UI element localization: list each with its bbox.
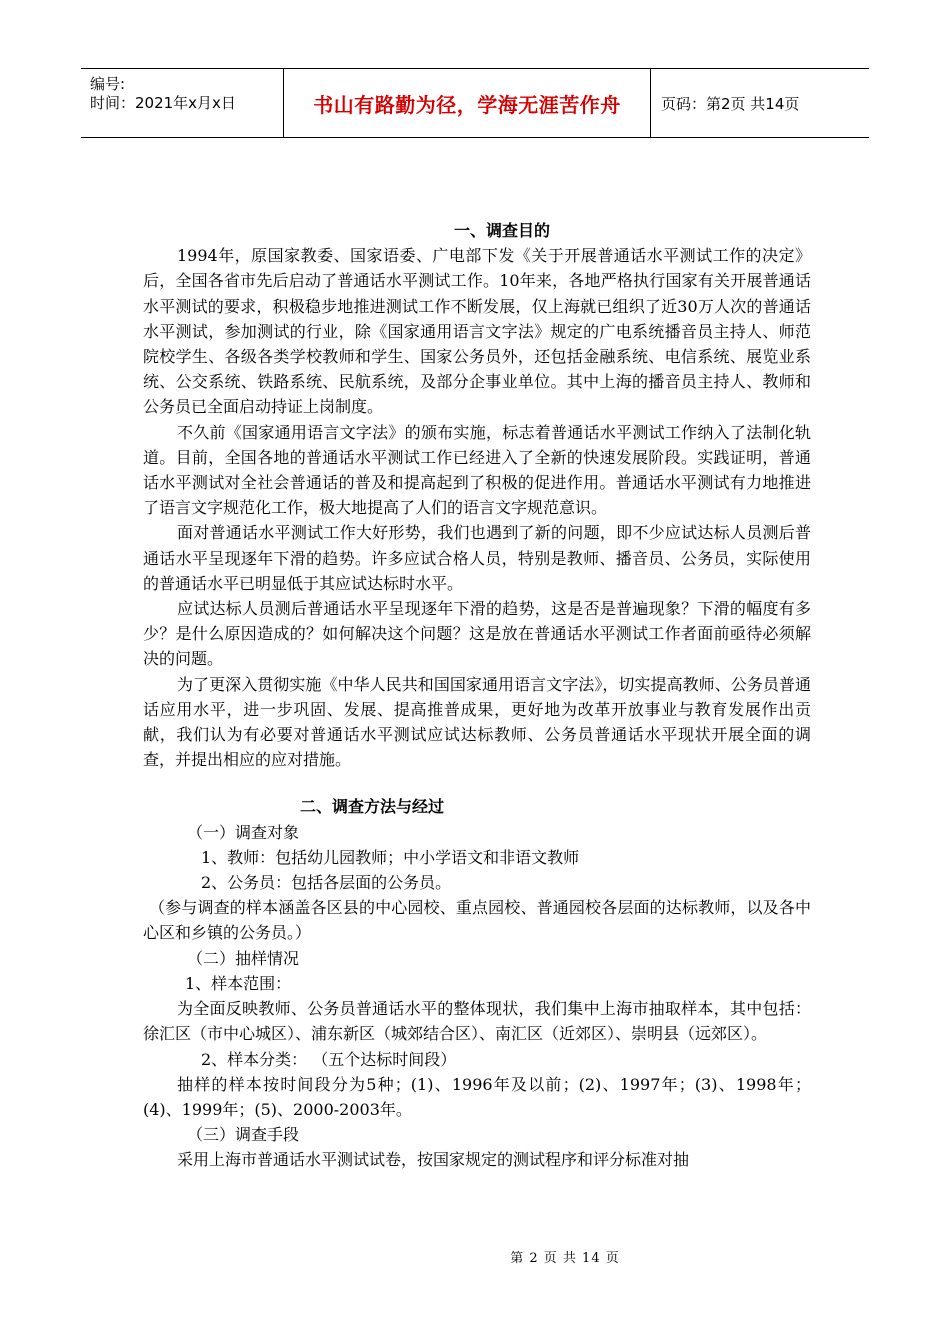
paragraph: 抽样的样本按时间段分为5种；(1)、1996年及以前；(2)、1997年；(3)、1998年；(4)、1999年；(5)、2000-2003年。 — [143, 1074, 811, 1119]
list-item: 2、公务员：包括各层面的公务员。 — [201, 873, 452, 893]
list-item: 1、教师：包括幼儿园教师；中小学语文和非语文教师 — [201, 847, 580, 867]
time-label: 时间：2021年x月x日 — [90, 94, 236, 112]
subsection-title: （三）调查手段 — [187, 1125, 300, 1145]
subsection-title: （二）抽样情况 — [187, 948, 300, 968]
document-header — [81, 68, 869, 138]
subsection-title: （一）调查对象 — [187, 822, 300, 842]
header-meta-cell — [81, 69, 283, 137]
list-item: 1、样本范围： — [185, 973, 292, 993]
header-motto-cell — [283, 69, 651, 137]
paragraph: 为了更深入贯彻实施《中华人民共和国国家通用语言文字法》，切实提高教师、公务员普通话应用水平，进一步巩固、发展、提高推普成果，更好地为改革开放事业与教育发展作出贡献，我们认为有必要对普通话水平测试应试达标教师、公务员普通话水平现状开展全面的调查，并提出相应的应对措施。 — [143, 674, 811, 770]
motto: 书山有路勤为径，学海无涯苦作舟 — [313, 92, 621, 117]
section-2-title: 二、调查方法与经过 — [300, 797, 445, 817]
paragraph: 应试达标人员测后普通话水平呈现逐年下滑的趋势，这是否是普遍现象？下滑的幅度有多少？是什么原因造成的？如何解决这个问题？这是放在普通话水平测试工作者面前亟待必须解决的问题。 — [143, 599, 811, 669]
header-page-cell — [651, 69, 869, 137]
paragraph: 1994年，原国家教委、国家语委、广电部下发《关于开展普通话水平测试工作的决定》后，全国各省市先后启动了普通话水平测试工作。10年来，各地严格执行国家有关开展普通话水平测试的要求，积极稳步地推进测试工作不断发展，仅上海就已组织了近30万人次的普通话水平测试，参加测试的行业，除《国家通用语言文字法》规定的广电系统播音员主持人、师范院校学生、各级各类学校教师和学生、国家公务员外，还包括金融系统、电信系统、展览业系统、公交系统、铁路系统、民航系统，及部分企事业单位。其中上海的播音员主持人、教师和公务员已全面启动持证上岗制度。 — [143, 246, 811, 417]
section-1-title: 一、调查目的 — [453, 221, 550, 240]
document-body — [143, 218, 811, 1173]
page-info: 页码：第2页 共14页 — [661, 94, 800, 113]
list-item: 2、样本分类： （五个达标时间段） — [201, 1049, 457, 1069]
note-paragraph: （参与调查的样本涵盖各区县的中心园校、重点园校、普通园校各层面的达标教师，以及各中心区和乡镇的公务员。） — [143, 898, 811, 943]
paragraph: 不久前《国家通用语言文字法》的颁布实施，标志着普通话水平测试工作纳入了法制化轨道。目前，全国各地的普通话水平测试工作已经进入了全新的快速发展阶段。实践证明，普通话水平测试对全社会普通话的普及和提高起到了积极的促进作用。普通话水平测试有力地推进了语言文字规范化工作，极大地提高了人们的语言文字规范意识。 — [143, 422, 811, 518]
paragraph: 为全面反映教师、公务员普通话水平的整体现状，我们集中上海市抽取样本，其中包括：徐汇区（市中心城区）、浦东新区（城郊结合区）、南汇区（近郊区）、崇明县（远郊区）。 — [143, 999, 811, 1044]
page-footer: 第 2 页 共 14 页 — [510, 1251, 620, 1266]
number-label: 编号: — [90, 75, 126, 93]
paragraph: 面对普通话水平测试工作大好形势，我们也遇到了新的问题，即不少应试达标人员测后普通话水平呈现逐年下滑的趋势。许多应试合格人员，特别是教师、播音员、公务员，实际使用的普通话水平已明显低于其应试达标时水平。 — [143, 523, 811, 593]
paragraph: 采用上海市普通话水平测试试卷，按国家规定的测试程序和评分标准对抽 — [177, 1150, 690, 1170]
